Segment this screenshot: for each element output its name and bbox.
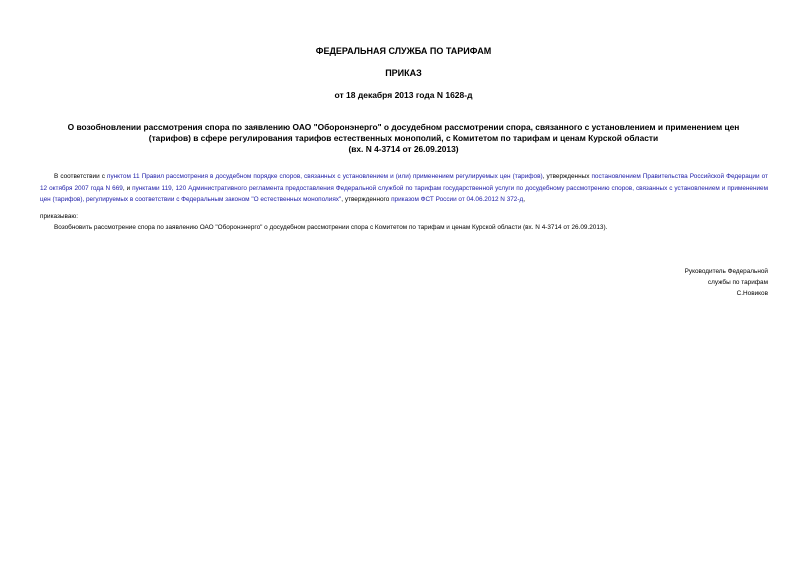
preamble-text: В соответствии с — [54, 173, 107, 180]
link-government-decree[interactable]: постановлением Правительства Российской Федерации от 12 октября 2007 года N 669 — [40, 173, 768, 192]
preamble-text: , — [523, 196, 525, 203]
subject-line-1: О возобновлении рассмотрения спора по заявлению ОАО "Оборонэнерго" о досудебном рассмотрении спора, связанного с установлением и применением цен — [67, 122, 740, 132]
preamble-text: , и — [122, 184, 133, 192]
document-type: ПРИКАЗ — [385, 68, 422, 78]
signature-position-line-2: службы по тарифам — [707, 279, 768, 286]
link-fst-order[interactable]: приказом ФСТ России от 04.06.2012 N 372-д — [391, 196, 524, 203]
decision-paragraph: Возобновить рассмотрение спора по заявлению ОАО "Оборонэнерго" о досудебном рассмотрении спора с Комитетом по тарифам и ценам Курской области (вх. N 4-3714 от 26.09.2013). — [54, 224, 608, 231]
preamble-text: , утвержденных — [542, 173, 592, 180]
order-word: приказываю: — [40, 213, 78, 220]
signature-position-line-1: Руководитель Федеральной — [684, 268, 768, 275]
link-rules-item-11[interactable]: пунктом 11 Правил рассмотрения в досудебном порядке споров, связанных с установлением и (или) применением регулируемых цен (тарифов) — [106, 173, 543, 180]
subject-line-3: (вх. N 4-3714 от 26.09.2013) — [348, 144, 459, 154]
subject-line-2: (тарифов) в сфере регулирования тарифов естественных монополий, с Комитетом по тарифам и ценам Курской области — [148, 133, 659, 143]
document-subject — [40, 122, 767, 155]
link-regulation-items[interactable]: пунктами 119, 120 Административного регламента предоставления Федеральной службой по тарифам государственной услуги по досудебному рассмотрению споров, связанных с установлением и применением цен (тарифов), регулируемых в соответствии с Федеральным законом "О естественных монополиях" — [40, 184, 768, 203]
signature-block — [685, 266, 768, 299]
preamble-paragraph — [40, 171, 768, 206]
document-date-number: от 18 декабря 2013 года N 1628-д — [334, 90, 473, 100]
signature-name: С.Новиков — [736, 290, 768, 297]
agency-title: ФЕДЕРАЛЬНАЯ СЛУЖБА ПО ТАРИФАМ — [315, 46, 492, 56]
preamble-text: , утвержденного — [341, 196, 392, 203]
